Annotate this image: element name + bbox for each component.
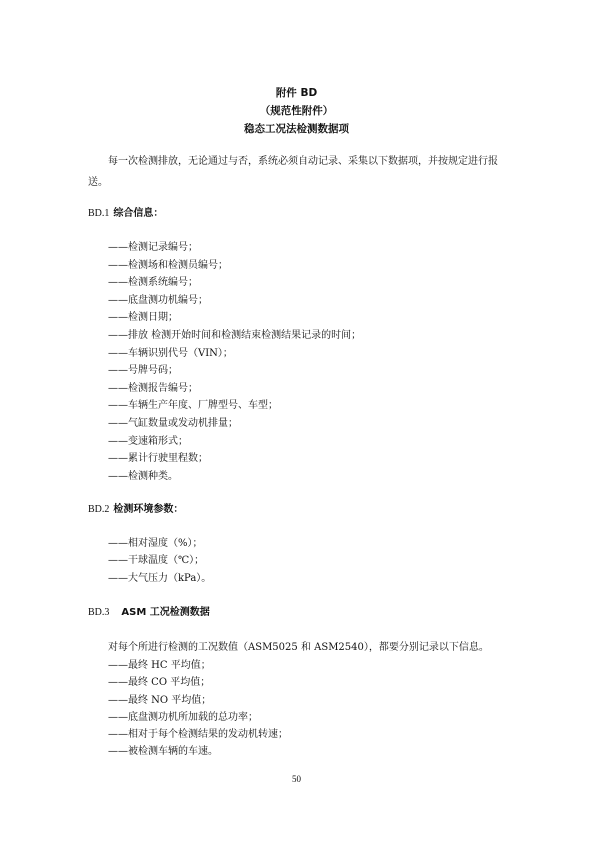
section-heading-bd1 <box>88 207 163 221</box>
list-item: ——车辆识别代号（VIN）； <box>108 347 233 359</box>
asm-intro-text: 对每个所进行检测的工况数值（ASM5025 和 ASM2540），都要分别记录以下信息。 <box>108 642 489 653</box>
list-item: ——干球温度（℃）； <box>108 555 205 567</box>
general-info-list <box>108 239 361 485</box>
list-item: ——排放 检测开始时间和检测结束检测结果记录的时间； <box>108 329 362 341</box>
section-number: BD.3 <box>88 607 110 618</box>
section-heading-bd3 <box>88 606 210 620</box>
intro-paragraph: 每一次检测排放，无论通过与否，系统必须自动记录、采集以下数据项，并按规定进行报送。 <box>88 156 498 188</box>
section-heading-bd2 <box>88 503 183 517</box>
page-number: 50 <box>292 774 301 784</box>
list-item: ——车辆生产年度、厂牌型号、车型； <box>108 400 278 412</box>
normative-label: （规范性附件） <box>259 105 334 117</box>
list-item: ——相对于每个检测结果的发动机转速； <box>108 729 288 741</box>
list-item: ——气缸数量或发动机排量； <box>108 417 238 429</box>
asm-data-list <box>108 657 288 761</box>
list-item: ——变速箱形式； <box>108 435 188 447</box>
list-item: ——最终 NO 平均值； <box>108 694 212 706</box>
list-item: ——最终 CO 平均值； <box>108 677 211 689</box>
list-item: ——累计行驶里程数； <box>108 453 208 465</box>
list-item: ——底盘测功机编号； <box>108 294 208 306</box>
list-item: ——底盘测功机所加载的总功率； <box>108 711 258 723</box>
list-item: ——检测场和检测员编号； <box>108 259 228 271</box>
section-title: 综合信息： <box>113 208 164 219</box>
list-item: ——检测种类。 <box>108 470 178 482</box>
section-number: BD.1 <box>88 208 110 219</box>
list-item: ——相对湿度（%）； <box>108 538 203 549</box>
list-item: ——检测报告编号； <box>108 382 198 394</box>
list-item: ——最终 HC 平均值； <box>108 660 211 671</box>
environment-params-list <box>108 535 211 587</box>
section-number: BD.2 <box>88 504 110 515</box>
list-item: ——检测记录编号； <box>108 242 198 253</box>
list-item: ——检测日期； <box>108 312 178 324</box>
section-title: 检测环境参数： <box>113 504 184 515</box>
annex-label: 附件 BD <box>275 87 318 99</box>
annex-title: 稳态工况法检测数据项 <box>244 123 349 135</box>
list-item: ——检测系统编号； <box>108 277 198 289</box>
section-title: ASM 工况检测数据 <box>121 607 210 618</box>
list-item: ——号牌号码； <box>108 365 178 377</box>
list-item: ——被检测车辆的车速。 <box>108 746 218 758</box>
list-item: ——大气压力（kPa）。 <box>108 572 212 584</box>
